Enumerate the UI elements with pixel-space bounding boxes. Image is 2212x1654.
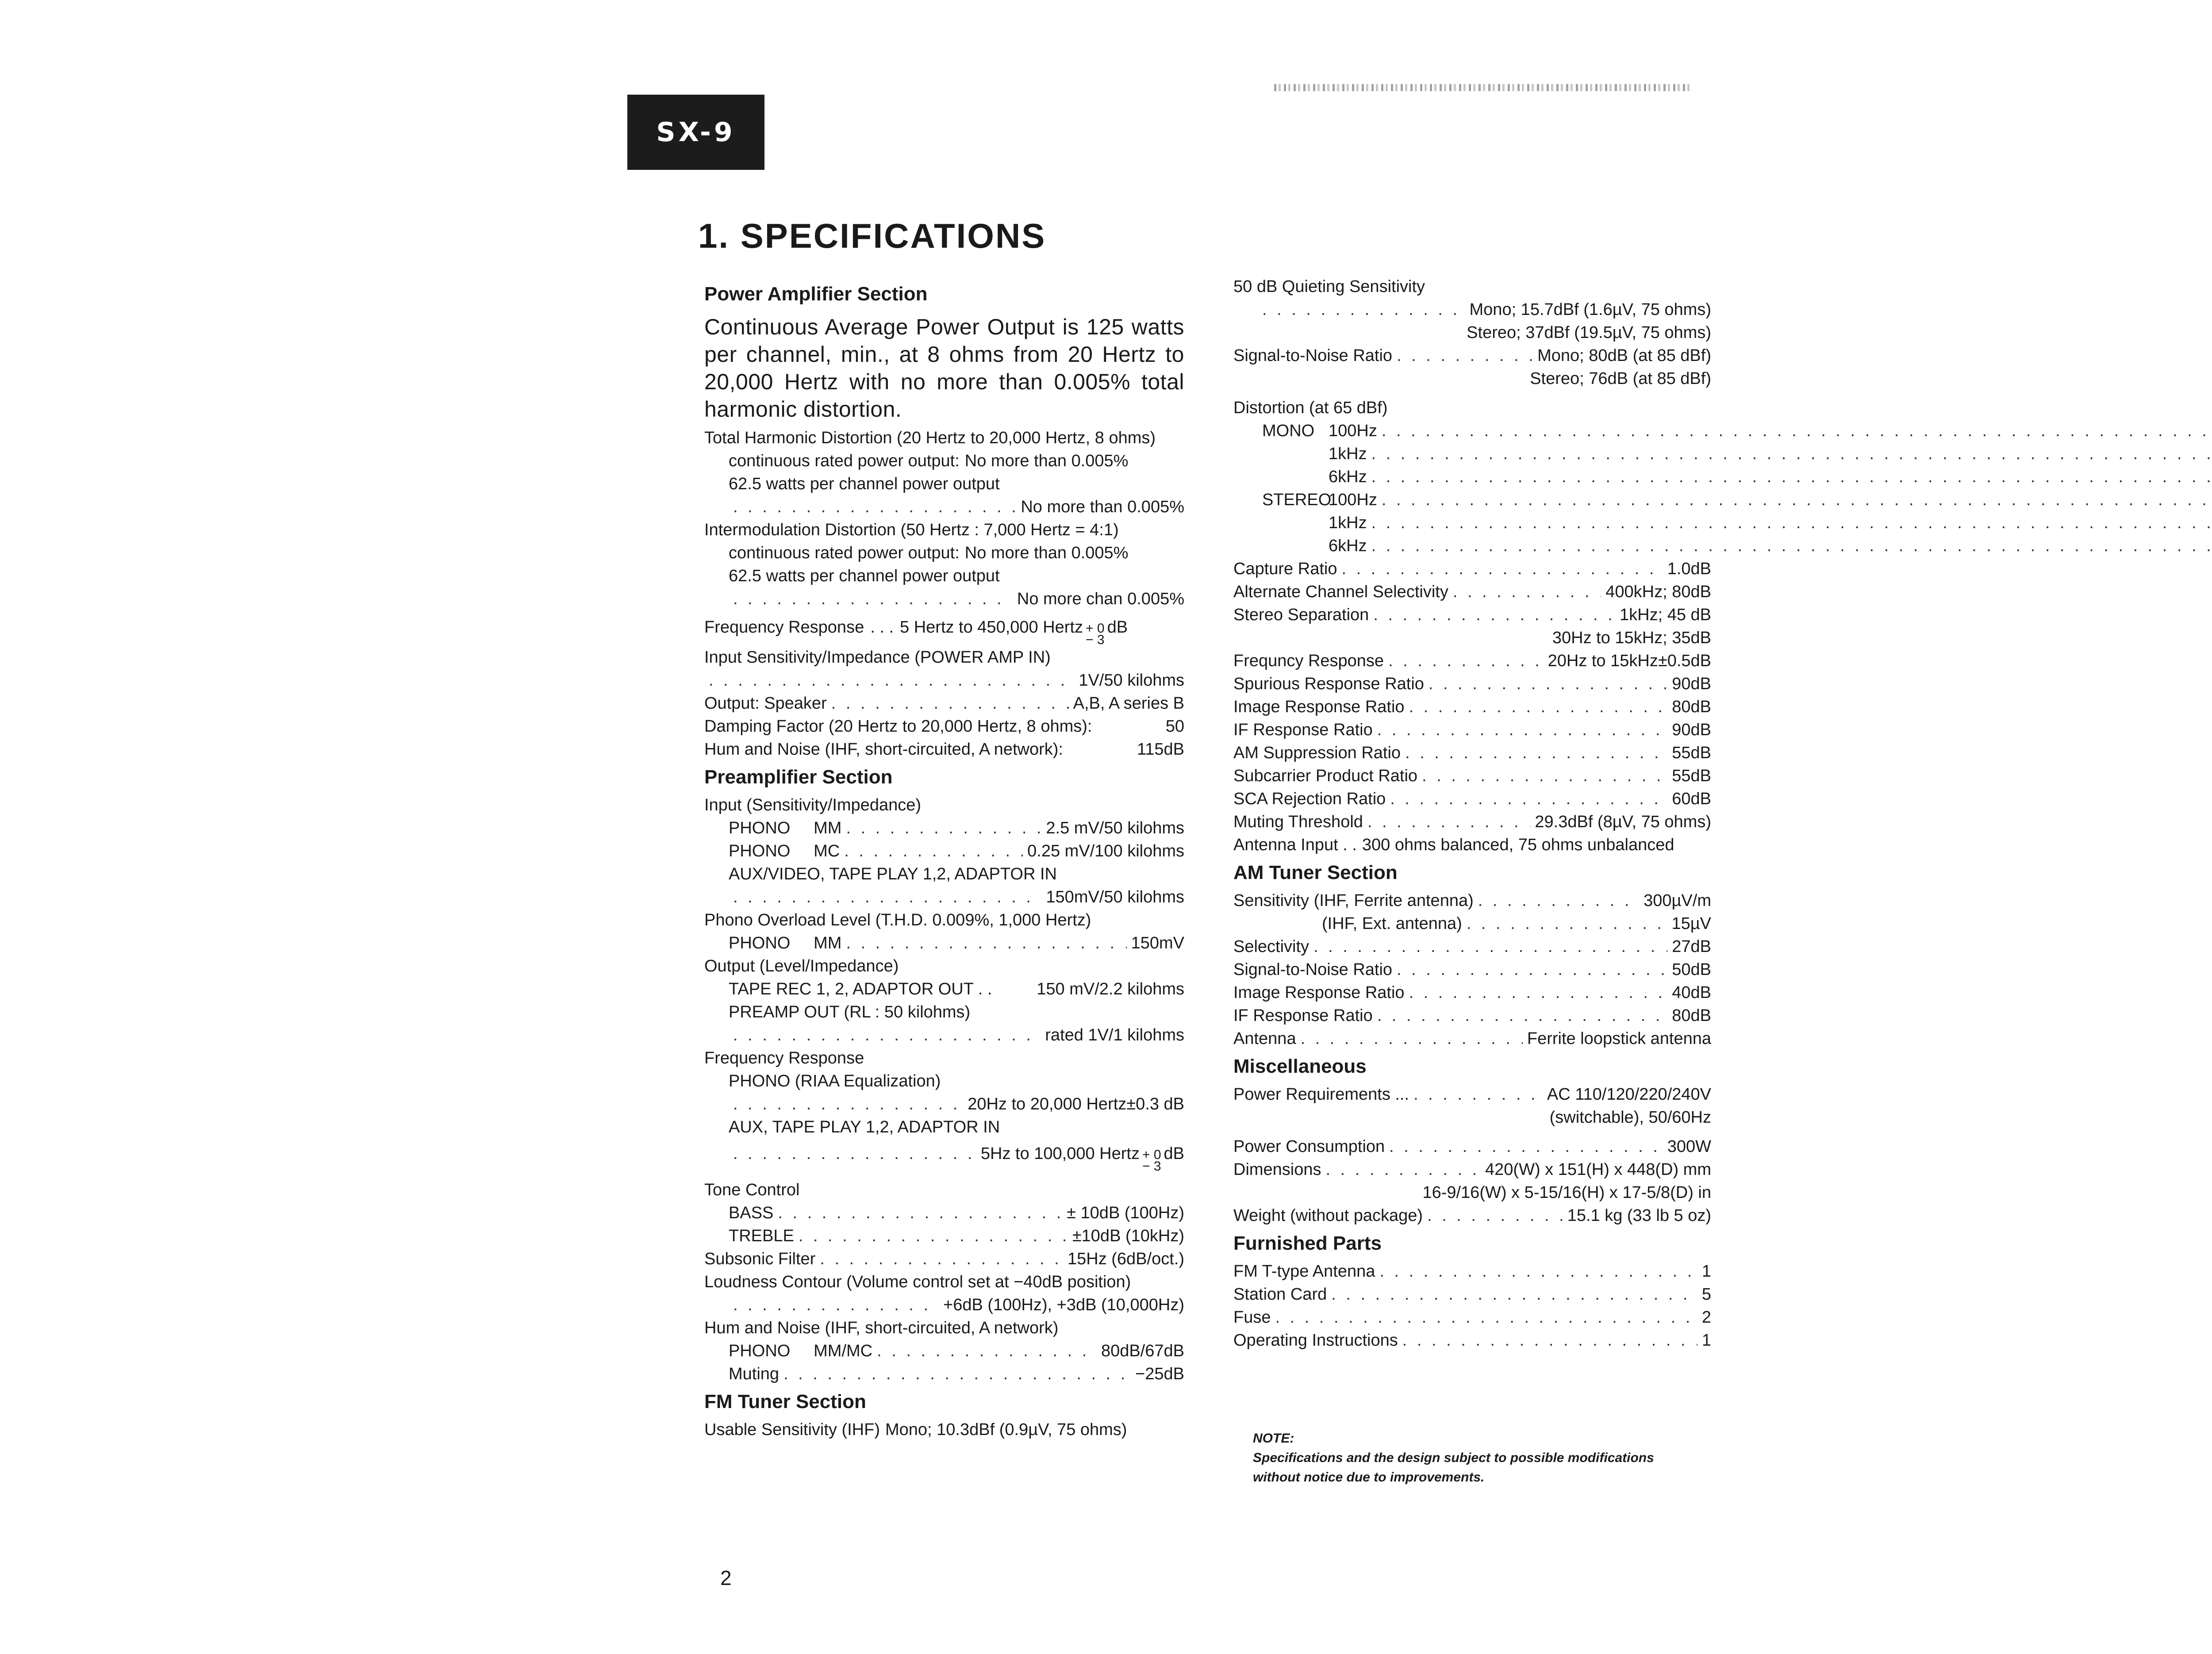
imd-label: Intermodulation Distortion (50 Hertz : 7,000 Hertz = 4:1) <box>704 521 1119 539</box>
quieting-stereo: Stereo; 37dBf (19.5µV, 75 ohms) <box>1467 323 1711 342</box>
preamp-out-label: PREAMP OUT (RL : 50 kilohms) <box>729 1003 971 1021</box>
distortion-row: 100Hz . . . <box>1329 488 2212 511</box>
fm-if-row: IF Response Ratio . . . 90dB <box>1233 718 1711 741</box>
distortion-mode <box>1233 511 1329 534</box>
preamp-out-row: . . . rated 1V/1 kilohms <box>704 1024 1184 1047</box>
note-title: NOTE: <box>1253 1431 1294 1446</box>
am-ext-sensitivity-row: (IHF, Ext. antenna) . . . 15µV <box>1233 912 1711 935</box>
right-column <box>1233 275 1711 1352</box>
furnished-item: FM T-type Antenna . . . 1 <box>1233 1260 1711 1283</box>
imd-continuous-row: continuous rated power output: No more than 0.005% <box>729 544 1129 562</box>
muting-row: Muting . . . −25dB <box>704 1362 1184 1385</box>
subcarrier-row: Subcarrier Product Ratio . . . 55dB <box>1233 764 1711 787</box>
note-line: Specifications and the design subject to possible modifications <box>1253 1451 1654 1465</box>
overload-mm-row: PHONO MM . . . 150mV <box>704 932 1184 955</box>
imd-half-row: . . . No more chan 0.005% <box>704 587 1184 610</box>
aux-freq-label: AUX, TAPE PLAY 1,2, ADAPTOR IN <box>729 1118 1000 1136</box>
preamp-output-label: Output (Level/Impedance) <box>704 957 899 975</box>
preamp-hum-label: Hum and Noise (IHF, short-circuited, A network) <box>704 1319 1059 1337</box>
power-req-switch: (switchable), 50/60Hz <box>1549 1108 1711 1127</box>
distortion-row: 1kHz . . . <box>1329 442 2212 465</box>
hum-phono-row: PHONO MM/MC . . . 80dB/67dB <box>704 1339 1184 1362</box>
phono-mc-row: PHONO MC . . . 0.25 mV/100 kilohms <box>704 840 1184 863</box>
model-badge: SX-9 <box>627 95 764 170</box>
quieting-mono-row: . . . Mono; 15.7dBf (1.6µV, 75 ohms) <box>1233 298 1711 321</box>
capture-row: Capture Ratio . . . 1.0dB <box>1233 557 1711 580</box>
power-hum-row: Hum and Noise (IHF, short-circuited, A network): 115dB <box>704 740 1184 759</box>
scan-artifact <box>1274 84 1690 91</box>
muting-threshold-row: Muting Threshold . . . 29.3dBf (8µV, 75 ohms) <box>1233 810 1711 833</box>
note-line: without notice due to improvements. <box>1253 1470 1485 1485</box>
misc-heading: Miscellaneous <box>1233 1055 1367 1077</box>
am-selectivity-row: Selectivity . . . 27dB <box>1233 935 1711 958</box>
preamp-freq-label: Frequency Response <box>704 1049 864 1067</box>
am-image-row: Image Response Ratio . . . 40dB <box>1233 981 1711 1004</box>
am-antenna-row: Antenna . . . Ferrite loopstick antenna <box>1233 1027 1711 1050</box>
continuous-power-statement: Continuous Average Power Output is 125 watts per channel, min., at 8 ohms from 20 Hertz to 20,000 Hertz with no more than 0.005% total harmonic distortion. <box>704 315 1184 422</box>
loudness-label: Loudness Contour (Volume control set at −40dB position) <box>704 1273 1131 1291</box>
am-if-row: IF Response Ratio . . . 80dB <box>1233 1004 1711 1027</box>
subsonic-row: Subsonic Filter . . . 15Hz (6dB/oct.) <box>704 1247 1184 1270</box>
am-suppression-row: AM Suppression Ratio . . . 55dB <box>1233 741 1711 764</box>
spurious-row: Spurious Response Ratio . . . 90dB <box>1233 672 1711 695</box>
distortion-mode <box>1233 465 1329 488</box>
phono-mm-row: PHONO MM . . . 2.5 mV/50 kilohms <box>704 817 1184 840</box>
quieting-label: 50 dB Quieting Sensitivity <box>1233 277 1425 296</box>
distortion-mode: STEREO <box>1262 491 1332 509</box>
riaa-label: PHONO (RIAA Equalization) <box>729 1072 941 1090</box>
fm-snr-row: Signal-to-Noise Ratio . . . Mono; 80dB (at 85 dBf) <box>1233 344 1711 367</box>
am-sensitivity-row: Sensitivity (IHF, Ferrite antenna) . . . 300µV/m <box>1233 889 1711 912</box>
furnished-item: Station Card . . . 5 <box>1233 1283 1711 1306</box>
thd-continuous-row: continuous rated power output: No more than 0.005% <box>729 452 1129 470</box>
riaa-row: . . . 20Hz to 20,000 Hertz±0.3 dB <box>704 1093 1184 1116</box>
treble-row: TREBLE . . . ±10dB (10kHz) <box>704 1224 1184 1247</box>
power-amp-heading: Power Amplifier Section <box>704 283 928 305</box>
distortion-table <box>1233 419 1711 557</box>
aux-input-row: . . . 150mV/50 kilohms <box>704 886 1184 909</box>
sca-row: SCA Rejection Ratio . . . 60dB <box>1233 787 1711 810</box>
input-sensitivity-row: . . . 1V/50 kilohms <box>704 669 1184 692</box>
consumption-row: Power Consumption . . . 300W <box>1233 1135 1711 1158</box>
thd-half-label: 62.5 watts per channel power output <box>729 475 1000 493</box>
separation-range: 30Hz to 15kHz; 35dB <box>1552 629 1711 647</box>
dimensions-row: Dimensions . . . 420(W) x 151(H) x 448(D) mm <box>1233 1158 1711 1181</box>
weight-row: Weight (without package) . . . 15.1 kg (33 lb 5 oz) <box>1233 1204 1711 1227</box>
fm-snr-stereo: Stereo; 76dB (at 85 dBf) <box>1530 369 1711 388</box>
separation-row: Stereo Separation . . . 1kHz; 45 dB <box>1233 603 1711 626</box>
left-column <box>704 278 1184 1441</box>
distortion-row: 6kHz . . . <box>1329 534 2212 557</box>
note <box>1253 1429 1654 1487</box>
distortion-mode <box>1233 442 1329 465</box>
imd-half-label: 62.5 watts per channel power output <box>729 567 1000 585</box>
furnished-heading: Furnished Parts <box>1233 1232 1382 1254</box>
tone-label: Tone Control <box>704 1181 800 1199</box>
tape-rec-row: TAPE REC 1, 2, ADAPTOR OUT . . 150 mV/2.2 kilohms <box>729 980 1184 998</box>
distortion-mode <box>1233 534 1329 557</box>
furnished-item: Operating Instructions . . . 1 <box>1233 1329 1711 1352</box>
distortion-row: 100Hz . . . <box>1329 419 2212 442</box>
page-title: 1. SPECIFICATIONS <box>698 216 1046 255</box>
fm-image-row: Image Response Ratio . . . 80dB <box>1233 695 1711 718</box>
damping-row: Damping Factor (20 Hertz to 20,000 Hertz, 8 ohms): 50 <box>704 717 1184 736</box>
loudness-row: . . . +6dB (100Hz), +3dB (10,000Hz) <box>704 1293 1184 1316</box>
fm-freq-row: Frequncy Response . . . 20Hz to 15kHz±0.5dB <box>1233 649 1711 672</box>
bass-row: BASS . . . ± 10dB (100Hz) <box>704 1201 1184 1224</box>
usable-sensitivity-row: Usable Sensitivity (IHF) Mono; 10.3dBf (0.9µV, 75 ohms) <box>704 1420 1127 1439</box>
aux-freq-row: . . . 5Hz to 100,000 Hertz + 0 − 3 dB <box>704 1142 1184 1172</box>
distortion-row: 6kHz . . . <box>1329 465 2212 488</box>
dimensions-inches: 16-9/16(W) x 5-15/16(H) x 17-5/8(D) in <box>1422 1183 1711 1202</box>
input-sensitivity-label: Input Sensitivity/Impedance (POWER AMP IN) <box>704 648 1051 667</box>
power-freq-response-row: Frequency Response . . . 5 Hertz to 450,000 Hertz + 0 − 3 dB <box>704 618 1128 647</box>
antenna-input-row: Antenna Input . . 300 ohms balanced, 75 ohms unbalanced <box>1233 836 1674 854</box>
speaker-output-row: Output: Speaker . . . A,B, A series B <box>704 692 1184 715</box>
distortion-mode: MONO <box>1262 422 1315 440</box>
preamp-heading: Preamplifier Section <box>704 766 893 788</box>
preamp-input-label: Input (Sensitivity/Impedance) <box>704 796 922 814</box>
furnished-item: Fuse . . . 2 <box>1233 1306 1711 1329</box>
fm-heading: FM Tuner Section <box>704 1391 866 1412</box>
thd-half-row: . . . No more than 0.005% <box>704 495 1184 518</box>
overload-label: Phono Overload Level (T.H.D. 0.009%, 1,000 Hertz) <box>704 911 1091 929</box>
distortion-label: Distortion (at 65 dBf) <box>1233 399 1388 417</box>
aux-input-label: AUX/VIDEO, TAPE PLAY 1,2, ADAPTOR IN <box>729 865 1057 883</box>
am-heading: AM Tuner Section <box>1233 862 1398 883</box>
power-req-row: Power Requirements ... . . . AC 110/120/220/240V <box>1233 1083 1711 1106</box>
am-snr-row: Signal-to-Noise Ratio . . . 50dB <box>1233 958 1711 981</box>
alt-channel-row: Alternate Channel Selectivity . . . 400kHz; 80dB <box>1233 580 1711 603</box>
distortion-row: 1kHz . . . <box>1329 511 2212 534</box>
page-number: 2 <box>720 1566 732 1589</box>
thd-label: Total Harmonic Distortion (20 Hertz to 20,000 Hertz, 8 ohms) <box>704 429 1156 447</box>
